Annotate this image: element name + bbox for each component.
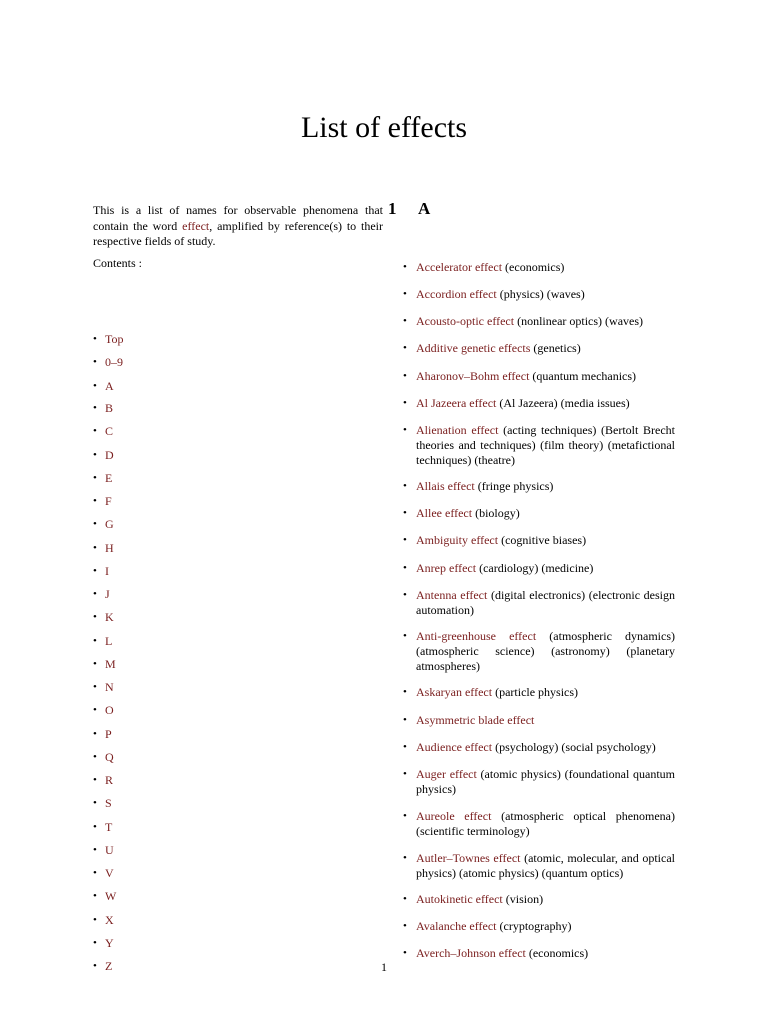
bullet-icon: • (403, 630, 407, 642)
bullet-icon: • (93, 844, 97, 856)
bullet-icon: • (403, 893, 407, 905)
list-item (403, 713, 675, 728)
list-item (403, 260, 675, 275)
effect-name-link[interactable]: Allee effect (416, 506, 473, 520)
bullet-icon: • (93, 472, 97, 484)
bullet-icon: • (403, 947, 407, 959)
toc-link[interactable]: V (105, 866, 114, 880)
toc-item[interactable] (93, 634, 113, 650)
toc-item[interactable] (93, 355, 123, 371)
bullet-icon: • (93, 588, 97, 600)
list-item (403, 629, 676, 673)
toc-item[interactable] (93, 889, 117, 905)
effect-fields: (particle physics) (495, 685, 579, 699)
bullet-icon: • (403, 480, 407, 492)
intro-text-before: This is a list of names for observable phenomena that contain the word (93, 203, 383, 233)
bullet-icon: • (93, 890, 97, 902)
list-item (403, 767, 676, 797)
page-title: List of effects (300, 111, 468, 144)
toc-link[interactable]: Y (105, 936, 114, 950)
bullet-icon: • (93, 611, 97, 623)
toc-link[interactable]: F (105, 494, 112, 508)
intro-text-after: , amplified by reference(s) to their respective fields of study. (93, 218, 383, 248)
effect-fields: (atmospheric optical phenomena) (scientific terminology) (416, 809, 676, 838)
toc-link[interactable]: X (105, 913, 114, 927)
bullet-icon: • (403, 810, 407, 822)
left-column (93, 203, 383, 973)
list-item (403, 533, 675, 548)
toc-link[interactable]: P (105, 727, 112, 741)
list-item (403, 685, 675, 700)
effect-name-link[interactable]: Asymmetric blade effect (416, 713, 535, 727)
list-item (403, 341, 675, 356)
effect-name-link[interactable]: Ambiguity effect (416, 533, 499, 547)
bullet-icon: • (403, 397, 407, 409)
bullet-icon: • (403, 741, 407, 753)
toc-link[interactable]: K (105, 610, 114, 624)
list-item (403, 479, 675, 494)
bullet-icon: • (93, 774, 97, 786)
toc-item[interactable] (93, 820, 113, 836)
bullet-icon: • (403, 370, 407, 382)
toc-item[interactable] (93, 936, 114, 952)
list-item (403, 892, 675, 907)
intro-paragraph (93, 203, 383, 250)
effect-fields: (psychology) (social psychology) (495, 740, 656, 754)
effect-name-link[interactable]: Antenna effect (416, 588, 488, 602)
effect-fields: (atomic, molecular, and optical physics) (atomic physics) (quantum optics) (416, 851, 675, 880)
bullet-icon: • (93, 449, 97, 461)
toc-link[interactable]: Q (105, 750, 114, 764)
toc-item[interactable] (93, 401, 114, 417)
toc-item[interactable] (93, 332, 124, 348)
bullet-icon: • (403, 686, 407, 698)
toc-link[interactable]: T (105, 820, 113, 834)
bullet-icon: • (403, 768, 407, 780)
bullet-icon: • (93, 751, 97, 763)
list-item (403, 946, 675, 961)
toc-link[interactable]: A (105, 379, 114, 393)
bullet-icon: • (403, 424, 407, 436)
effect-link[interactable]: effect (182, 218, 210, 233)
section-number: 1 (388, 199, 397, 218)
effect-name-link[interactable]: Accordion effect (416, 287, 497, 301)
toc-link[interactable]: L (105, 634, 113, 648)
list-item (403, 851, 675, 881)
bullet-icon: • (93, 542, 97, 554)
effect-name-link[interactable]: Accelerator effect (416, 260, 503, 274)
effect-fields: (economics) (528, 946, 589, 960)
bullet-icon: • (93, 425, 97, 437)
effect-fields: (atmospheric dynamics) (atmospheric science) (astronomy) (planetary atmospheres) (416, 629, 676, 673)
effect-name-link[interactable]: Acousto-optic effect (416, 314, 515, 328)
effect-name-link[interactable]: Anrep effect (416, 561, 477, 575)
bullet-icon: • (93, 380, 97, 392)
toc-link[interactable]: C (105, 424, 114, 438)
toc-item[interactable] (93, 587, 110, 603)
effect-name-link[interactable]: Autler–Townes effect (416, 851, 521, 865)
bullet-icon: • (93, 495, 97, 507)
toc-item[interactable] (93, 610, 114, 626)
effect-name-link[interactable]: Aharonov–Bohm effect (416, 369, 530, 383)
bullet-icon: • (93, 937, 97, 949)
list-item (403, 561, 675, 576)
toc-link[interactable]: E (105, 471, 113, 485)
toc-item[interactable] (93, 471, 113, 487)
effect-fields: (cryptography) (499, 919, 572, 933)
section-heading (388, 198, 676, 220)
toc-link[interactable]: H (105, 541, 114, 555)
bullet-icon: • (93, 565, 97, 577)
effect-fields: (economics) (505, 260, 565, 274)
effect-fields: (genetics) (533, 341, 581, 355)
toc-item[interactable] (93, 657, 116, 673)
effect-name-link[interactable]: Auger effect (416, 767, 477, 781)
toc-item[interactable] (93, 796, 112, 812)
right-column (388, 198, 676, 960)
effect-fields: (cardiology) (medicine) (479, 561, 594, 575)
bullet-icon: • (403, 920, 407, 932)
toc-link[interactable]: B (105, 401, 114, 415)
effect-fields: (digital electronics) (electronic design automation) (416, 588, 675, 617)
toc-item[interactable] (93, 564, 109, 580)
list-item (403, 809, 676, 839)
toc-item[interactable] (93, 424, 114, 440)
bullet-icon: • (403, 288, 407, 300)
toc-link[interactable]: W (105, 889, 117, 903)
list-item (403, 396, 675, 411)
list-item (403, 740, 675, 755)
effect-name-link[interactable]: Autokinetic effect (416, 892, 503, 906)
toc-link[interactable]: S (105, 796, 112, 810)
toc-item[interactable] (93, 750, 114, 766)
bullet-icon: • (93, 704, 97, 716)
bullet-icon: • (93, 797, 97, 809)
effect-fields: (nonlinear optics) (waves) (517, 314, 644, 328)
effect-fields: (physics) (waves) (499, 287, 585, 301)
effect-fields: (biology) (475, 506, 520, 520)
toc-link[interactable]: 0–9 (105, 355, 123, 369)
bullet-icon: • (93, 402, 97, 414)
toc-item[interactable] (93, 541, 114, 557)
toc-link[interactable]: R (105, 773, 114, 787)
toc-item[interactable] (93, 517, 114, 533)
list-item (403, 423, 675, 467)
effect-name-link[interactable]: Aureole effect (416, 809, 492, 823)
toc-link[interactable]: I (105, 564, 109, 578)
bullet-icon: • (93, 914, 97, 926)
toc-link[interactable]: J (105, 587, 110, 601)
bullet-icon: • (93, 356, 97, 368)
toc-item[interactable] (93, 703, 114, 719)
effect-name-link[interactable]: Allais effect (416, 479, 475, 493)
toc-item[interactable] (93, 680, 114, 696)
section-title: A (418, 199, 431, 218)
bullet-icon: • (93, 518, 97, 530)
toc-item[interactable] (93, 843, 114, 859)
effect-name-link[interactable]: Additive genetic effects (416, 341, 531, 355)
list-item (403, 369, 675, 384)
toc-item[interactable] (93, 866, 114, 882)
effect-name-link[interactable]: Audience effect (416, 740, 493, 754)
page-number: 1 (381, 960, 387, 974)
bullet-icon: • (403, 714, 407, 726)
bullet-icon: • (403, 507, 407, 519)
bullet-icon: • (93, 681, 97, 693)
bullet-icon: • (403, 852, 407, 864)
bullet-icon: • (93, 635, 97, 647)
bullet-icon: • (93, 867, 97, 879)
toc-link[interactable]: D (105, 448, 114, 462)
toc-link[interactable]: N (105, 680, 114, 694)
effect-fields: (atomic physics) (foundational quantum physics) (416, 767, 676, 796)
list-item (403, 588, 675, 618)
toc-link[interactable]: O (105, 703, 114, 717)
toc-item[interactable] (93, 379, 114, 395)
bullet-icon: • (93, 658, 97, 670)
toc-item[interactable] (93, 913, 114, 929)
toc-item[interactable] (93, 494, 112, 510)
toc-item[interactable] (93, 448, 114, 464)
toc-link[interactable]: U (105, 843, 114, 857)
effect-fields: (cognitive biases) (501, 533, 587, 547)
effect-fields: (quantum mechanics) (532, 369, 637, 383)
effect-fields: (acting techniques) (Bertolt Brecht theories and techniques) (film theory) (metafictional techniques) (theatre) (416, 423, 675, 467)
toc-link[interactable]: M (105, 657, 116, 671)
toc-link[interactable]: G (105, 517, 114, 531)
bullet-icon: • (93, 333, 97, 345)
bullet-icon: • (93, 821, 97, 833)
contents-label: Contents : (93, 255, 143, 270)
bullet-icon: • (403, 315, 407, 327)
toc-item[interactable] (93, 773, 114, 789)
list-item (403, 919, 675, 934)
effect-name-link[interactable]: Askaryan effect (416, 685, 493, 699)
toc-link[interactable]: Z (105, 959, 113, 973)
effect-name-link[interactable]: Anti-greenhouse effect (416, 629, 537, 643)
bullet-icon: • (93, 728, 97, 740)
effect-fields: (vision) (505, 892, 544, 906)
bullet-icon: • (403, 261, 407, 273)
bullet-icon: • (403, 589, 407, 601)
bullet-icon: • (403, 534, 407, 546)
list-item (403, 287, 675, 302)
effect-name-link[interactable]: Al Jazeera effect (416, 396, 497, 410)
list-item (403, 506, 675, 521)
effect-name-link[interactable]: Alienation effect (416, 423, 499, 437)
toc-link[interactable]: Top (105, 332, 124, 346)
effect-name-link[interactable]: Avalanche effect (416, 919, 497, 933)
bullet-icon: • (403, 342, 407, 354)
effect-fields: (Al Jazeera) (media issues) (499, 396, 630, 410)
bullet-icon: • (403, 562, 407, 574)
list-item (403, 314, 675, 329)
toc-item[interactable] (93, 727, 112, 743)
effect-name-link[interactable]: Averch–Johnson effect (416, 946, 526, 960)
effect-fields: (fringe physics) (477, 479, 554, 493)
bullet-icon: • (93, 960, 97, 972)
